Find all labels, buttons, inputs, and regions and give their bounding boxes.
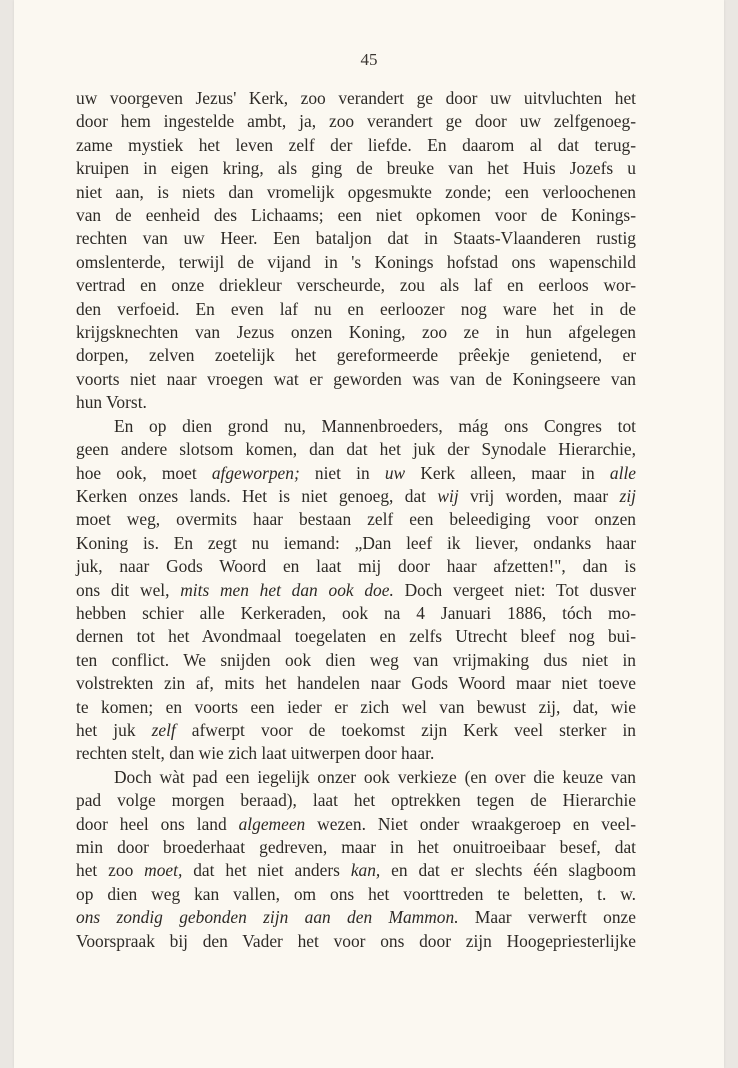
text-run: Doch vergeet niet: Tot dusver [393, 579, 636, 600]
text-run: geen andere slotsom komen, dan dat het juk der Synodale Hierarchie, [76, 439, 636, 460]
text-run: op dien weg kan vallen, om ons het voorttreden te beletten, t. w. [76, 883, 636, 904]
text-line [76, 602, 636, 625]
text-line [76, 883, 636, 906]
text-run: door hem ingestelde ambt, ja, zoo verandert ge door uw zelfgenoeg- [76, 111, 636, 132]
text-line [76, 157, 636, 180]
text-line [76, 836, 636, 859]
text-run: min door broederhaat gedreven, maar in het onuitroeibaar besef, dat [76, 837, 636, 857]
text-run: het zoo [76, 860, 145, 881]
text-line [76, 321, 636, 344]
text-run: en dat er slechts één slagboom [380, 860, 636, 881]
italic-emphasis: mits men het dan ook doe. [180, 579, 394, 600]
text-line [76, 579, 636, 602]
text-run: krijgsknechten van Jezus onzen Koning, zoo ze in hun afgelegen [76, 322, 636, 343]
text-run: kruipen in eigen kring, als ging de breuke van het Huis Jozefs u [76, 158, 636, 179]
text-line [76, 508, 636, 531]
text-run: den verfoeid. En even laf nu en eerloozer nog ware het in de [76, 298, 636, 319]
text-run: ons dit wel, [76, 579, 181, 600]
italic-emphasis: kan, [350, 860, 381, 881]
text-run: niet in [299, 462, 385, 483]
text-line [76, 204, 636, 227]
text-run: door heel ons land [76, 813, 239, 834]
text-line [76, 789, 636, 812]
text-line [76, 87, 636, 110]
text-run: niet aan, is niets dan vromelijk opgesmukte zonde; een verloochenen [76, 181, 636, 202]
text-line [76, 462, 636, 485]
text-run: het juk [76, 719, 152, 740]
text-run: uw voorgeven Jezus' Kerk, zoo verandert ge door uw uitvluchten het [76, 88, 636, 108]
italic-emphasis: alle [609, 462, 636, 483]
text-run: juk, naar Gods Woord en laat mij door haar afzetten!", dan is [76, 556, 636, 577]
text-run: Kerk alleen, maar in [405, 462, 610, 483]
text-line [76, 696, 636, 719]
italic-emphasis: uw [384, 462, 406, 483]
body-text [76, 87, 636, 953]
text-line [76, 813, 636, 836]
text-run: Koning is. En zegt nu iemand: „Dan leef ik liever, ondanks haar [76, 532, 636, 553]
text-line [76, 251, 636, 274]
text-run: vrij worden, maar [458, 485, 620, 506]
text-line [76, 766, 636, 789]
text-line [76, 672, 636, 695]
book-page [14, 0, 724, 1068]
text-run: pad volge morgen beraad), laat het optrekken tegen de Hierarchie [76, 790, 636, 811]
italic-emphasis: afgeworpen; [211, 462, 300, 483]
text-line [76, 930, 636, 953]
text-line [76, 344, 636, 367]
text-run: En op dien grond nu, Mannenbroeders, mág ons Congres tot [114, 415, 636, 436]
text-line [76, 719, 636, 742]
text-run: zame mystiek het leven zelf der liefde. En daarom al dat terug- [76, 134, 636, 155]
text-run: Voorspraak bij den Vader het voor ons door zijn Hoogepriesterlijke [76, 930, 636, 951]
text-line [76, 134, 636, 157]
text-line [76, 742, 636, 765]
text-run: van de eenheid des Lichaams; een niet opkomen voor de Konings- [76, 205, 636, 226]
text-run: Maar verwerft onze [458, 907, 636, 928]
text-run: rechten van uw Heer. Een bataljon dat in Staats-Vlaanderen rustig [76, 228, 636, 249]
italic-emphasis: algemeen [238, 813, 306, 834]
text-line [76, 391, 636, 414]
text-line [76, 906, 636, 929]
text-run: dat het niet anders [182, 860, 351, 881]
text-line [76, 415, 636, 438]
text-line [76, 532, 636, 555]
italic-emphasis: moet, [144, 860, 183, 881]
text-run: rechten stelt, dan wie zich laat uitwerpen door haar. [76, 743, 435, 764]
italic-emphasis: zij [619, 485, 636, 506]
text-run: Doch wàt pad een iegelijk onzer ook verkieze (en over die keuze van [114, 766, 636, 787]
text-run: afwerpt voor de toekomst zijn Kerk veel sterker in [175, 719, 636, 740]
text-run: ten conflict. We snijden ook dien weg van vrijmaking dus niet in [76, 649, 636, 670]
text-run: omslenterde, terwijl de vijand in 's Konings hofstad ons wapenschild [76, 251, 636, 272]
text-line [76, 110, 636, 133]
text-line [76, 859, 636, 882]
text-run: volstrekten zin af, mits het handelen naar Gods Woord maar niet toeve [76, 673, 636, 694]
text-line [76, 368, 636, 391]
text-run: voorts niet naar vroegen wat er geworden was van de Koningseere van [76, 368, 636, 389]
text-run: hoe ook, moet [76, 462, 212, 483]
text-line [76, 649, 636, 672]
text-run: wezen. Niet onder wraakgeroep en veel- [305, 813, 636, 834]
text-line [76, 274, 636, 297]
text-run: hun Vorst. [76, 392, 147, 413]
text-run: hebben schier alle Kerkeraden, ook na 4 Januari 1886, tóch mo- [76, 602, 636, 623]
text-line [76, 181, 636, 204]
text-line [76, 485, 636, 508]
text-run: vertrad en onze driekleur verscheurde, zou als laf en eerloos wor- [76, 275, 636, 296]
text-run: dernen tot het Avondmaal toegelaten en zelfs Utrecht bleef nog bui- [76, 626, 636, 647]
text-line [76, 625, 636, 648]
text-run: Kerken onzes lands. Het is niet genoeg, dat [76, 485, 438, 506]
text-line [76, 227, 636, 250]
text-line [76, 555, 636, 578]
italic-emphasis: ons zondig gebonden zijn aan den Mammon. [76, 907, 459, 928]
text-run: te komen; en voorts een ieder er zich wel van bewust zij, dat, wie [76, 696, 636, 717]
italic-emphasis: wij [437, 485, 459, 506]
italic-emphasis: zelf [151, 719, 176, 740]
text-run: dorpen, zelven zoetelijk het gereformeerde prêekje genietend, er [76, 345, 636, 366]
page-number: 45 [360, 50, 378, 69]
text-line [76, 438, 636, 461]
text-run: moet weg, overmits haar bestaan zelf een beleediging voor onzen [76, 509, 636, 530]
text-line [76, 298, 636, 321]
